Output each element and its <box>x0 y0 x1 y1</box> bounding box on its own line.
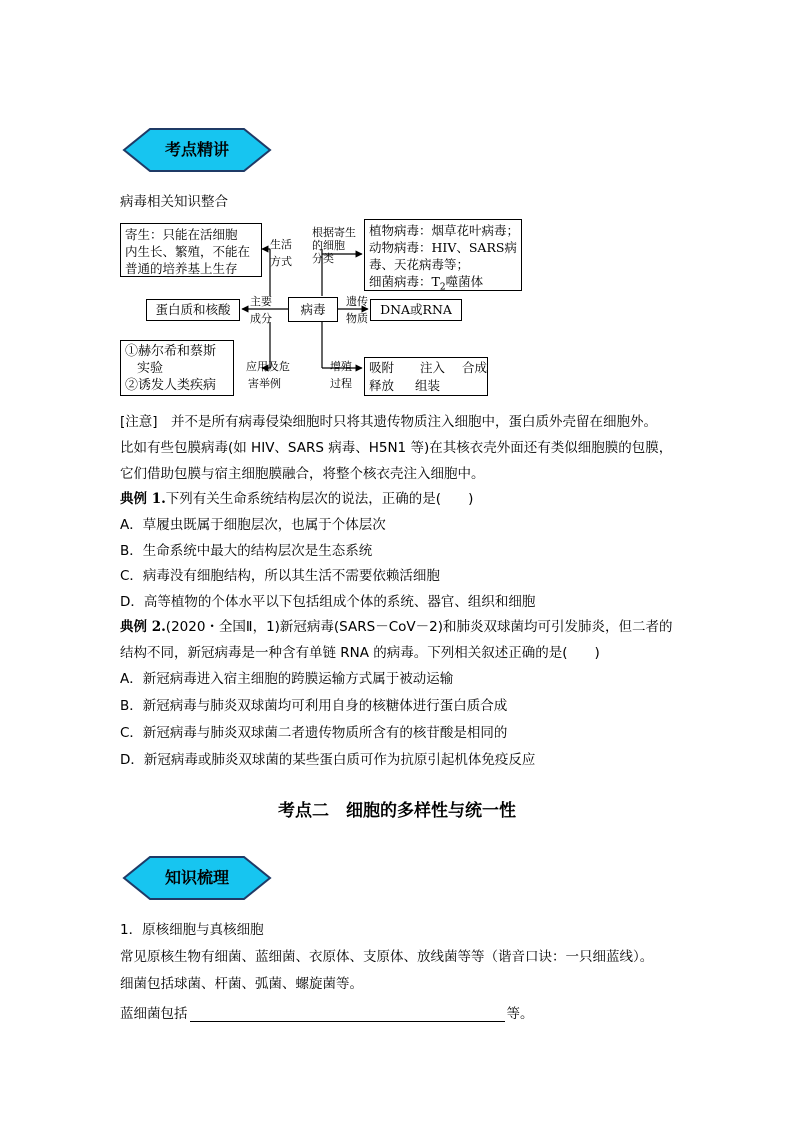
parasite-line-1: 寄生：只能在活细胞 <box>125 227 238 242</box>
example2-option-c: C．新冠病毒与肺炎双球菌二者遗传物质所含有的核苷酸是相同的 <box>120 725 508 741</box>
types-line-4-text: 细菌病毒：T <box>369 274 440 289</box>
types-line-4-suffix: 噬菌体 <box>445 274 484 289</box>
example1-question: 下列有关生命系统结构层次的说法，正确的是( ) <box>165 491 474 507</box>
step-adsorb: 吸附 <box>369 360 395 375</box>
blank-suffix: 等。 <box>506 1006 534 1022</box>
note-line-2: 比如有些包膜病毒(如 HIV、SARS 病毒、H5N1 等)在其核衣壳外面还有类似细胞膜的包膜， <box>120 440 673 456</box>
label-line: 害举例 <box>248 377 281 390</box>
step-release: 释放 <box>369 378 395 393</box>
virus-concept-diagram <box>0 0 794 400</box>
label-reproduction <box>330 358 352 392</box>
note-line-1: [注意] 并不是所有病毒侵染细胞时只将其遗传物质注入细胞中，蛋白质外壳留在细胞外。 <box>120 414 658 430</box>
example2-stem-line-2: 结构不同，新冠病毒是一种含有单链 RNA 的病毒。下列相关叙述正确的是( ) <box>120 645 600 661</box>
example1-option-d: D．高等植物的个体水平以下包括组成个体的系统、器官、组织和细胞 <box>120 594 536 610</box>
example1-stem <box>120 487 473 507</box>
label-line: 增殖 <box>330 360 352 373</box>
blank-prefix: 蓝细菌包括 <box>120 1006 188 1022</box>
genetic-material-text: DNA或RNA <box>380 302 452 317</box>
label-line: 的细胞 <box>312 239 345 252</box>
section-title: 考点二 细胞的多样性与统一性 <box>278 801 516 821</box>
banner-label: 考点精讲 <box>164 140 229 159</box>
genetic-material-box <box>370 299 462 321</box>
types-line-1: 植物病毒：烟草花叶病毒； <box>369 223 520 238</box>
examples-line-3: ②诱发人类疾病 <box>125 378 217 393</box>
label-line: 应用及危 <box>246 360 290 373</box>
composition-text: 蛋白质和核酸 <box>155 302 231 317</box>
label-application <box>246 358 290 392</box>
step-assemble: 组装 <box>415 378 441 393</box>
label-line: 根据寄生 <box>312 226 356 239</box>
example2-option-d: D．新冠病毒或肺炎双球菌的某些蛋白质可作为抗原引起机体免疫反应 <box>120 752 536 768</box>
label-main-composition <box>250 293 272 327</box>
label-line: 方式 <box>270 255 292 268</box>
example1-option-c: C．病毒没有细胞结构，所以其生活不需要依赖活细胞 <box>120 568 440 584</box>
parasite-line-2: 内生长、繁殖，不能在 <box>125 244 251 259</box>
label-line: 分类 <box>312 252 334 265</box>
reproduction-process-box <box>364 357 488 396</box>
examples-box <box>120 340 234 396</box>
label-genetic-material <box>346 293 368 327</box>
step-synthesize: 合成 <box>462 360 488 375</box>
label-line: 成分 <box>250 312 272 325</box>
example2-option-b: B．新冠病毒与肺炎双球菌均可利用自身的核糖体进行蛋白质合成 <box>120 698 508 714</box>
subtitle: 病毒相关知识整合 <box>120 194 228 210</box>
label-line: 过程 <box>330 377 352 390</box>
note-line-3: 它们借助包膜与宿主细胞膜融合，将整个核衣壳注入细胞中。 <box>120 466 485 482</box>
example2-question-1: (2020・全国Ⅱ，1)新冠病毒(SARS－CoV－2)和肺炎双球菌均可引发肺炎，但二者的 <box>165 619 673 635</box>
example1-option-a: A．草履虫既属于细胞层次，也属于个体层次 <box>120 517 386 533</box>
types-line-3: 毒、天花病毒等； <box>369 257 470 272</box>
types-line-2: 动物病毒：HIV、SARS病 <box>369 240 517 255</box>
label-line: 主要 <box>250 295 272 308</box>
examples-line-2: 实验 <box>137 361 164 376</box>
types-line-4 <box>369 273 517 297</box>
example1-option-b: B．生命系统中最大的结构层次是生态系统 <box>120 543 373 559</box>
virus-types-box <box>364 219 522 291</box>
knowledge-heading: 1．原核细胞与真核细胞 <box>120 922 264 938</box>
label-line: 生活 <box>270 238 292 251</box>
examples-line-1: ①赫尔希和蔡斯 <box>125 344 217 359</box>
composition-box <box>146 299 240 321</box>
label-line: 遗传 <box>346 295 368 308</box>
knowledge-line-3 <box>120 1002 534 1022</box>
knowledge-line-2: 细菌包括球菌、杆菌、弧菌、螺旋菌等。 <box>120 976 363 992</box>
example1-tag: 典例 1. <box>120 491 166 507</box>
fill-in-blank[interactable] <box>190 1009 505 1022</box>
example2-option-a: A．新冠病毒进入宿主细胞的跨膜运输方式属于被动运输 <box>120 671 454 687</box>
label-line: 物质 <box>346 312 368 325</box>
knowledge-line-1: 常见原核生物有细菌、蓝细菌、衣原体、支原体、放线菌等等（谐音口诀：一只细蓝线）。 <box>120 949 654 965</box>
parasite-line-3: 普通的培养基上生存 <box>125 261 238 276</box>
step-inject: 注入 <box>420 360 446 375</box>
example2-stem-line-1 <box>120 615 672 635</box>
parasite-box <box>120 223 262 277</box>
banner-label: 知识梳理 <box>164 868 229 887</box>
virus-center-box <box>288 297 338 322</box>
virus-center-text: 病毒 <box>300 302 326 317</box>
label-classify <box>312 226 356 265</box>
banner-zhishi-shuli <box>122 856 272 900</box>
subscript: 2 <box>439 282 446 293</box>
example2-tag: 典例 2. <box>120 619 166 635</box>
label-life-mode <box>270 236 292 270</box>
